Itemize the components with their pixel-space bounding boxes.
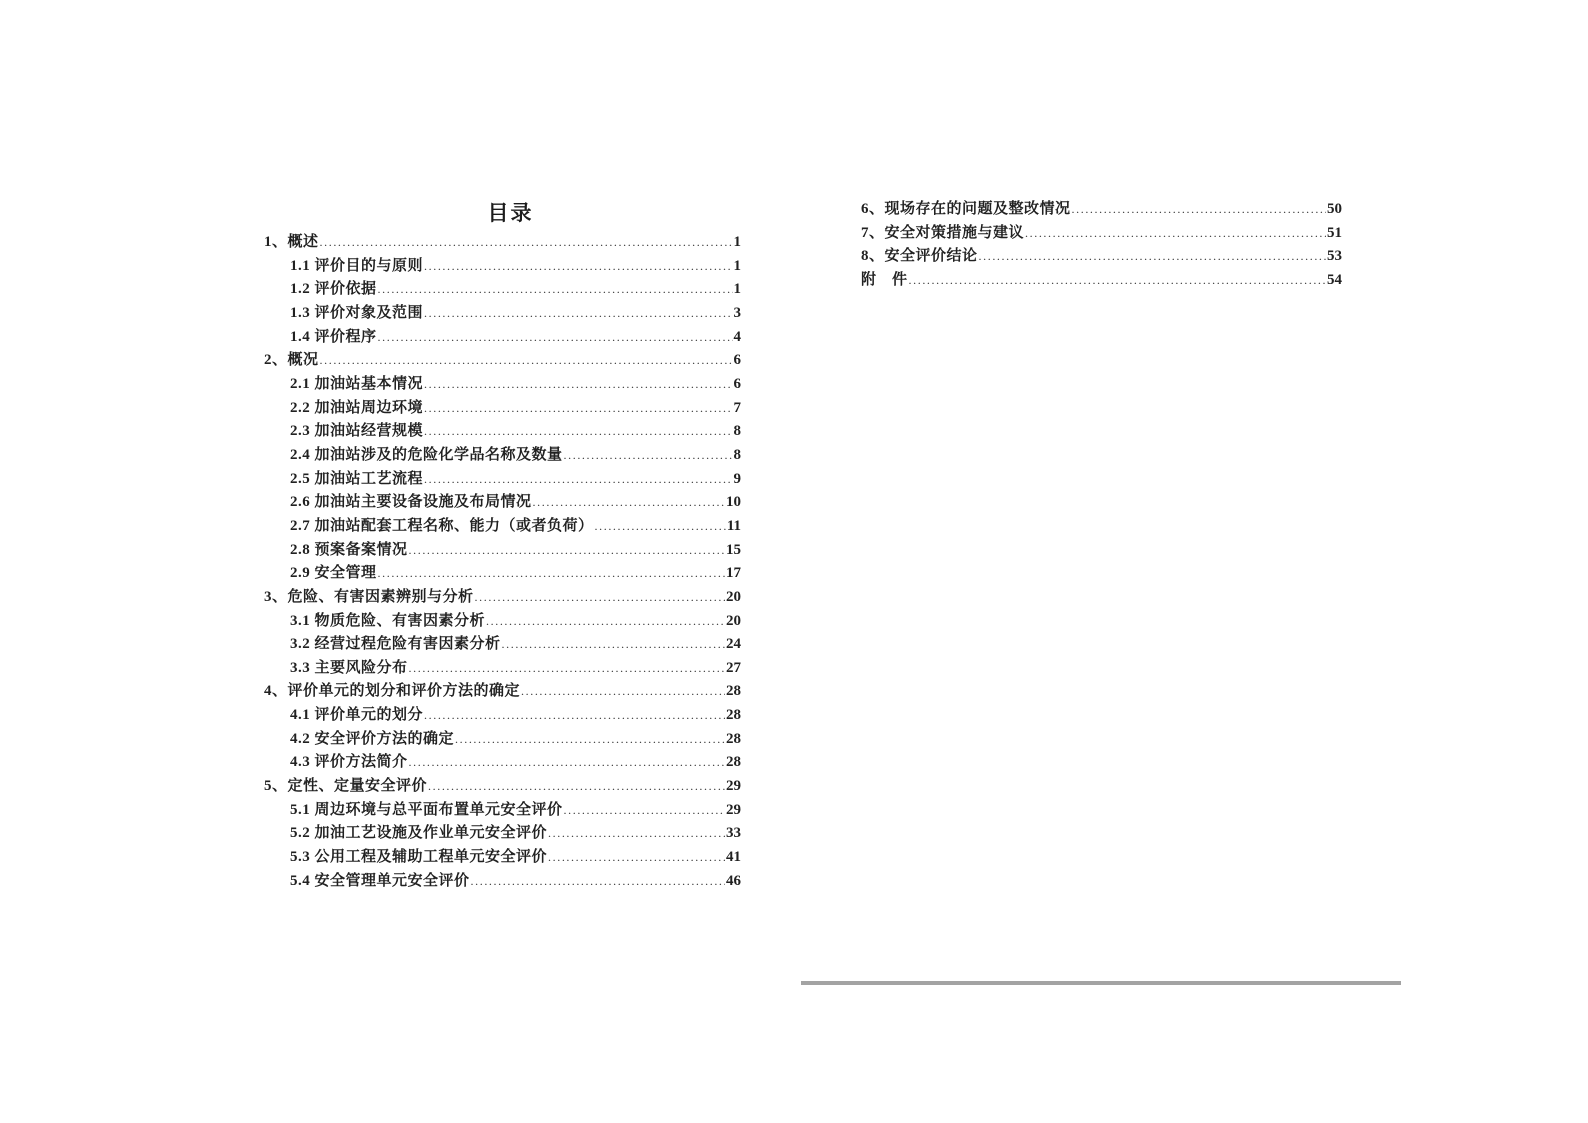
toc-entry-label: 6、现场存在的问题及整改情况	[861, 201, 1071, 217]
toc-entry-label: 2、概况	[264, 352, 319, 369]
toc-entry-label: 2.7 加油站配套工程名称、能力（或者负荷）	[290, 517, 594, 534]
dot-leader	[979, 245, 1326, 269]
dot-leader	[502, 633, 725, 657]
toc-page-number: 54	[1327, 271, 1342, 288]
toc-entry	[861, 198, 1342, 222]
toc-page-number: 41	[726, 849, 741, 866]
dot-leader	[595, 515, 726, 539]
toc-entry-label: 3.1 物质危险、有害因素分析	[290, 612, 486, 629]
toc-entry	[264, 751, 741, 775]
toc-page-number: 1	[733, 257, 741, 274]
toc-entry	[264, 870, 741, 894]
dot-leader	[471, 870, 725, 894]
dot-leader	[548, 846, 725, 870]
toc-entry-label: 7、安全对策措施与建议	[861, 224, 1025, 241]
toc-entry	[264, 633, 741, 657]
toc-entry-label: 5、定性、定量安全评价	[264, 778, 428, 795]
toc-entry-label: 5.1 周边环境与总平面布置单元安全评价	[290, 801, 563, 818]
toc-entry-label: 2.6 加油站主要设备设施及布局情况	[290, 494, 532, 511]
dot-leader	[409, 539, 725, 563]
toc-entry	[264, 775, 741, 799]
toc-page-number: 53	[1327, 248, 1342, 264]
toc-list-left	[264, 231, 741, 893]
toc-page-number: 27	[726, 659, 741, 676]
toc-page-number: 1	[733, 281, 741, 298]
dot-leader	[320, 349, 733, 373]
toc-page-number: 28	[726, 683, 741, 700]
dot-leader	[424, 468, 732, 492]
toc-page-number: 29	[726, 778, 741, 795]
toc-page-number: 6	[733, 375, 741, 392]
toc-entry-label: 4.2 安全评价方法的确定	[290, 730, 455, 747]
dot-leader	[409, 657, 725, 681]
toc-entry	[264, 680, 741, 704]
toc-page-left	[264, 199, 741, 893]
toc-entry-label: 5.4 安全管理单元安全评价	[290, 872, 470, 889]
toc-page-number: 8	[733, 446, 741, 463]
toc-page-number: 6	[733, 352, 741, 369]
toc-entry	[264, 704, 741, 728]
toc-entry	[861, 222, 1342, 246]
toc-entry	[264, 420, 741, 444]
toc-entry-label: 1.1 评价目的与原则	[290, 257, 424, 274]
toc-page-number: 4	[733, 328, 741, 345]
toc-entry-label: 3、危险、有害因素辨别与分析	[264, 588, 474, 605]
toc-page-number: 11	[726, 517, 741, 534]
toc-entry	[264, 610, 741, 634]
toc-entry-label: 4、评价单元的划分和评价方法的确定	[264, 683, 521, 700]
toc-page-number: 51	[1327, 224, 1342, 241]
dot-leader	[378, 326, 733, 350]
toc-page-number: 17	[726, 565, 741, 582]
toc-list-right	[861, 198, 1342, 292]
toc-entry-label: 8、安全评价结论	[861, 248, 978, 264]
toc-entry-label: 3.3 主要风险分布	[290, 659, 408, 676]
toc-entry-label: 1.3 评价对象及范围	[290, 304, 424, 321]
dot-leader	[564, 799, 725, 823]
toc-page-number: 1	[733, 234, 741, 250]
toc-entry	[264, 231, 741, 255]
toc-entry	[264, 799, 741, 823]
toc-title: 目录	[487, 201, 534, 225]
dot-leader	[521, 680, 725, 704]
toc-entry-label: 2.2 加油站周边环境	[290, 399, 424, 416]
toc-entry	[264, 255, 741, 279]
toc-entry-label: 2.9 安全管理	[290, 565, 377, 582]
dot-leader	[455, 728, 725, 752]
toc-entry-label: 4.1 评价单元的划分	[290, 707, 424, 724]
toc-entry	[264, 302, 741, 326]
toc-entry	[264, 562, 741, 586]
dot-leader	[320, 231, 733, 255]
toc-entry	[264, 373, 741, 397]
dot-leader	[424, 255, 732, 279]
page-divider-line	[801, 981, 1401, 985]
toc-entry-label: 5.2 加油工艺设施及作业单元安全评价	[290, 825, 548, 842]
dot-leader	[1025, 222, 1326, 246]
toc-entry	[861, 245, 1342, 269]
toc-page-number: 28	[726, 707, 741, 724]
toc-entry	[264, 468, 741, 492]
toc-entry-label: 2.1 加油站基本情况	[290, 375, 424, 392]
dot-leader	[486, 610, 725, 634]
toc-entry	[264, 444, 741, 468]
toc-page-number: 28	[726, 730, 741, 747]
toc-entry	[264, 491, 741, 515]
toc-entry-label: 4.3 评价方法简介	[290, 754, 408, 771]
toc-entry-label: 3.2 经营过程危险有害因素分析	[290, 636, 501, 653]
dot-leader	[548, 822, 725, 846]
toc-entry	[264, 728, 741, 752]
toc-page-number: 3	[733, 304, 741, 321]
toc-entry	[264, 657, 741, 681]
toc-entry	[264, 397, 741, 421]
dot-leader	[428, 775, 725, 799]
toc-entry-label: 2.5 加油站工艺流程	[290, 470, 424, 487]
toc-page-number: 28	[726, 754, 741, 771]
dot-leader	[1072, 198, 1326, 222]
toc-page-number: 24	[726, 636, 741, 653]
toc-entry	[264, 846, 741, 870]
toc-page-number: 29	[726, 801, 741, 818]
toc-entry-label: 1、概述	[264, 234, 319, 250]
toc-entry	[264, 326, 741, 350]
toc-entry-label: 附 件	[861, 271, 908, 288]
toc-page-right	[861, 198, 1342, 292]
toc-page-number: 9	[733, 470, 741, 487]
toc-entry	[264, 278, 741, 302]
toc-page-number: 46	[726, 872, 741, 889]
toc-entry	[264, 822, 741, 846]
toc-entry	[264, 586, 741, 610]
dot-leader	[378, 278, 733, 302]
toc-entry-label: 1.2 评价依据	[290, 281, 377, 298]
toc-page-number: 15	[726, 541, 741, 558]
dot-leader	[409, 751, 725, 775]
dot-leader	[533, 491, 725, 515]
toc-page-number: 7	[733, 399, 741, 416]
toc-entry	[264, 349, 741, 373]
dot-leader	[424, 302, 732, 326]
dot-leader	[424, 373, 732, 397]
toc-page-number: 33	[726, 825, 741, 842]
toc-entry-label: 1.4 评价程序	[290, 328, 377, 345]
toc-entry	[861, 269, 1342, 293]
toc-entry-label: 2.8 预案备案情况	[290, 541, 408, 558]
dot-leader	[475, 586, 725, 610]
toc-page-number: 8	[733, 423, 741, 440]
dot-leader	[424, 420, 732, 444]
toc-page-number: 10	[726, 494, 741, 511]
dot-leader	[564, 444, 733, 468]
dot-leader	[909, 269, 1326, 293]
toc-entry	[264, 515, 741, 539]
toc-entry-label: 5.3 公用工程及辅助工程单元安全评价	[290, 849, 548, 866]
toc-entry	[264, 539, 741, 563]
toc-entry-label: 2.4 加油站涉及的危险化学品名称及数量	[290, 446, 563, 463]
toc-entry-label: 2.3 加油站经营规模	[290, 423, 424, 440]
toc-page-number: 20	[726, 612, 741, 629]
toc-page-number: 20	[726, 588, 741, 605]
dot-leader	[424, 397, 732, 421]
toc-page-number: 50	[1327, 201, 1342, 217]
dot-leader	[378, 562, 725, 586]
dot-leader	[424, 704, 725, 728]
